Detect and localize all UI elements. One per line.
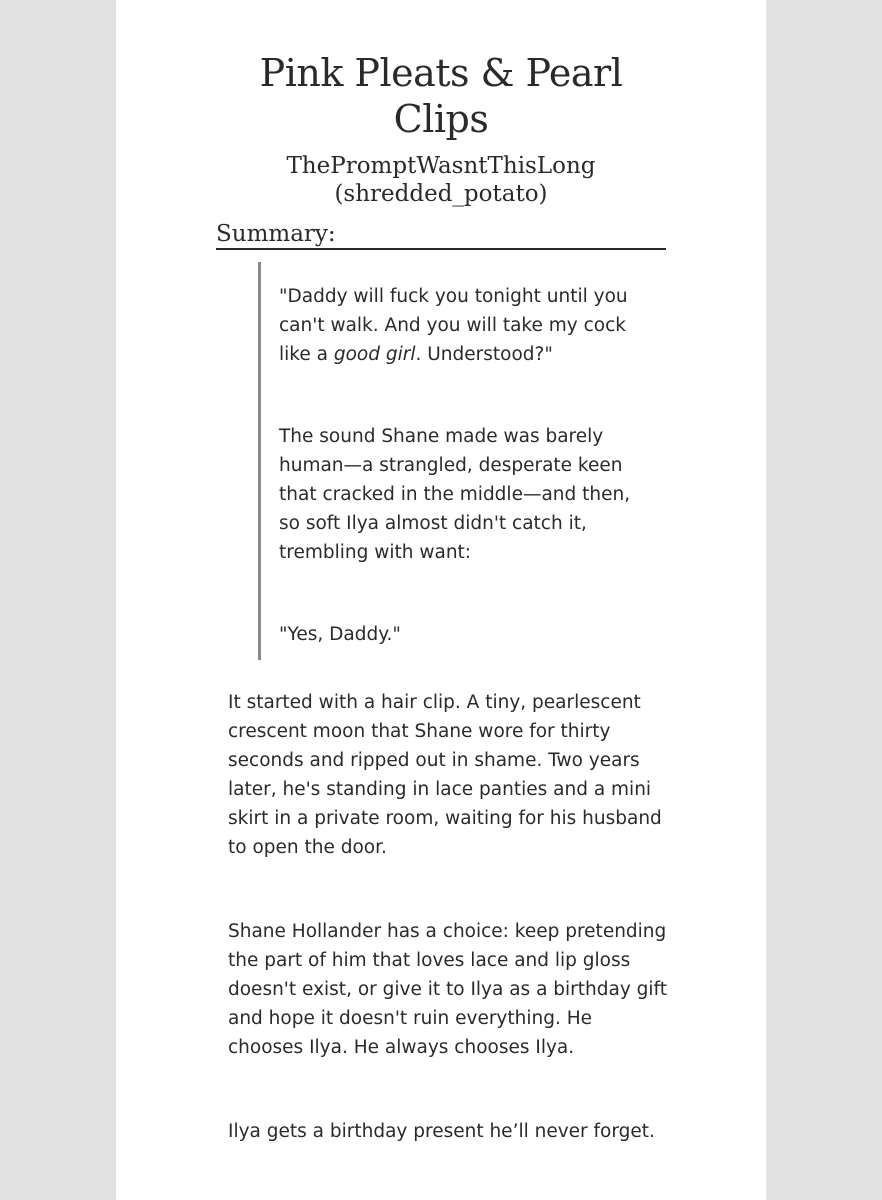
quote-paragraph-3: "Yes, Daddy." [279,624,401,645]
quote-p1-end: . Understood?" [415,344,553,365]
quote-paragraph-1 [279,282,649,369]
summary-paragraph-1: It started with a hair clip. A tiny, pearlescent crescent moon that Shane wore for thirty seconds and ripped out in shame. Two years later, he's standing in lace panties and a mini skirt in a private room, waiting for his husband to open the door. [228,692,662,858]
author-username[interactable]: (shredded_potato) [334,181,548,207]
work-title-line-2: Clips [393,97,489,141]
summary-blockquote [258,262,638,660]
summary-paragraph-3: Ilya gets a birthday present he’ll never forget. [228,1121,655,1142]
work-title-line-1: Pink Pleats & Pearl [259,51,623,95]
author-pseud[interactable]: ThePromptWasntThisLong [286,153,596,179]
quote-p1-text: "Daddy will fuck you tonight until you can't walk. And you will take my cock like a [279,286,628,365]
summary-paragraph-2: Shane Hollander has a choice: keep pretending the part of him that loves lace and lip gloss doesn't exist, or give it to Ilya as a birthday gift and hope it doesn't ruin everything. He chooses Ilya. He always chooses Ilya. [228,921,667,1058]
work-page [116,0,766,1200]
summary-heading: Summary: [216,220,666,250]
work-author[interactable] [116,152,766,208]
work-title [116,50,766,142]
quote-paragraph-2: The sound Shane made was barely human—a strangled, desperate keen that cracked in the middle—and then, so soft Ilya almost didn't catch it, trembling with want: [279,426,631,563]
quote-p1-emphasis: good girl [333,344,416,365]
